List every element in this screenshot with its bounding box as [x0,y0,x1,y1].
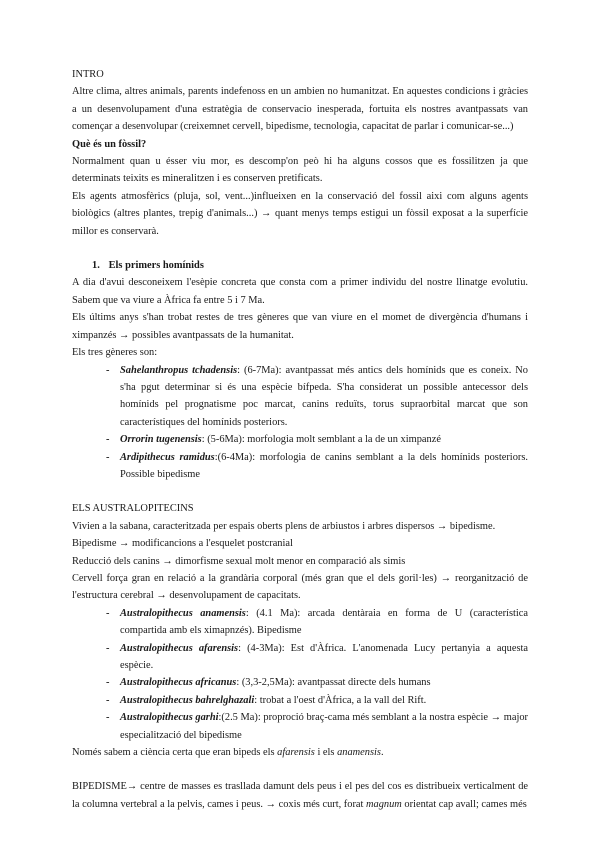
species-description: : (4.1 Ma): arcada dentàraia en forma de U (característica compartida amb els ximapnzés). Bipedisme [120,607,528,637]
species-name: Orrorin tugenensis [120,434,202,446]
austral-paragraph-4: Cervell força gran en relació a la grandària corporal (més gran que el dels goril·les) → reorganització de l'estructura cerebral → desenvolupament de capacitats. [72,572,528,602]
hominids-paragraph-2: Els últims anys s'han trobat restes de tres gèneres que van viure en el momet de divergència d'humans i ximpanzés → possibles avantpassats de la humanitat. [72,312,528,341]
hominids-paragraph-1: A dia d'avui desconeixem l'esèpie concreta que consta com a primer individu del nostre llinatge evolutiu. Sabem que va viure a Àfrica fa entre 5 i 7 Ma. [72,277,528,306]
list-item [106,449,528,484]
species-name: Australopithecus anamensis [120,607,246,619]
final-species-anamensis: anamensis [337,747,381,759]
section-heading-primers-hominids [72,257,528,274]
austral-paragraph-3: Reducció dels canins → dimorfisme sexual molt menor en comparació als simis [72,555,406,567]
austral-paragraph-2: Bipedisme → modificancions a l'esquelet postcranial [72,538,293,550]
bipedisme-text-b: orientat cap avall; cames més [401,798,527,810]
austral-paragraph-1: Vivien a la sabana, caracteritzada per espais oberts plens de arbiustos i arbres dispersos → bipedisme. [72,520,496,532]
bipedisme-paragraph [72,778,528,813]
species-description: :(2.5 Ma): proproció braç-cama més semblant a la nostra espècie → major especialització del bipedisme [120,712,529,741]
intro-paragraph: Altre clima, altres animals, parents indefenoss en un ambien no humanitzat. En aquestes condicions i gràcies a un desenvolupament d'una estratègia de conservacio inesperada, fortuita els nostres avantpassats van començar a desenvolupar (creixemnet cervell, bipedisme, tecnologia, capacitat de parlar i comunicar-se...) [72,86,528,133]
hominids-paragraph-3: Els tres gèneres son: [72,347,158,359]
magnum-term: magnum [366,798,402,810]
species-description: : trobat a l'oest d'Àfrica, a la vall del Rift. [254,694,427,706]
final-species-afarensis: afarensis [277,747,315,759]
fossil-question: Què és un fòssil? [72,138,147,150]
agents-paragraph: Els agents atmosfèrics (pluja, sol, vent...)influeixen en la conservació del fossil aixi com alguns agents biològics (altres plantes, trepig d'animals...) → quant menys temps estigui un fòssil exposat a la superfície millor es conservarà. [72,190,528,237]
species-description: : (5-6Ma): morfologia molt semblant a la de un ximpanzé [201,434,441,446]
species-name: Ardipithecus ramidus [120,451,215,463]
final-text-c: . [380,747,384,759]
section-title: Els primers homínids [108,260,204,272]
list-item [106,692,528,709]
list-item [106,362,528,432]
species-name: Australopithecus garhi [120,712,219,724]
fossil-paragraph: Normalment quan u ésser viu mor, es descomp'on peò hi ha alguns cossos que es fossilitzen ja que determinats teixits es mineralitzen i es conserven pretificats. [72,156,528,185]
species-name: Australopithecus afarensis [120,642,239,654]
species-description: :(6-4Ma): morfologia de canins semblant a la dels homínids posteriors. Possible bipedisme [120,451,528,480]
list-item [106,709,528,744]
species-description: : (6-7Ma): avantpassat més antics dels homínids que es coneix. No s'ha pgut determinar si és una espècie bífpeda. S'ha considerat un possible antecessor dels homínids pel prognatisme poc marcat, canins reduïts, torus supraorbital marcat que son característiques del homínids posteriors. [120,364,529,428]
bipedisme-text-a: BIPEDISME→ centre de masses es trasllada damunt dels peus i el pes del cos es distribueix verticalment de la columna vertebral a la pelvis, cames i peus. → coxis més curt, forat [72,781,528,810]
species-name: Sahelanthropus tchadensis [120,364,238,376]
list-item [106,674,528,691]
species-description: : (3,3-2,5Ma): avantpassat directe dels humans [236,677,431,689]
section-number: 1. [92,260,100,272]
final-text-a: Només sabem a ciència certa que eran bipeds els [72,747,278,759]
list-item [106,605,528,640]
list-item [106,431,528,448]
final-text-b: i els [314,747,338,759]
species-name: Australopithecus bahrelghazali [120,694,255,706]
species-name: Australopithecus africanus [120,677,237,689]
australopitecins-heading: ELS AUSTRALOPITECINS [72,503,194,515]
australopithecus-list [72,605,528,744]
list-item [106,640,528,675]
intro-heading: INTRO [72,69,104,80]
genera-list [72,362,528,484]
species-description: : (4-3Ma): Est d'Àfrica. L'anomenada Lucy pertanyia a aquesta espècie. [120,642,528,671]
austral-final-paragraph [72,744,528,761]
